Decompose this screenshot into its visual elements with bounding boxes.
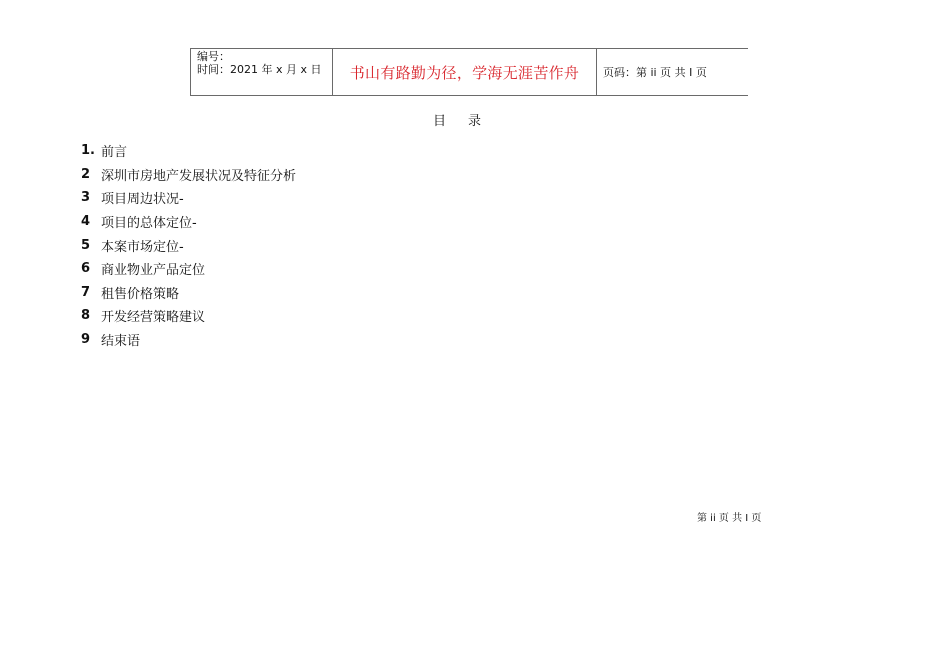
toc-item	[81, 210, 296, 234]
toc-item	[81, 139, 296, 163]
toc-item-number: 6	[81, 261, 91, 277]
toc-item-label: 商业物业产品定位	[101, 263, 206, 279]
toc-item	[81, 233, 296, 257]
header-meta-cell	[191, 49, 333, 95]
header-page-cell	[597, 49, 748, 95]
toc-item-label: 前言	[101, 145, 128, 161]
header-motto-cell	[333, 49, 597, 95]
toc-item-number: 7	[81, 284, 91, 300]
page-footer	[697, 509, 761, 524]
document-header	[190, 48, 748, 96]
toc-item-number: 8	[81, 308, 91, 324]
toc-item-label: 结束语	[101, 334, 141, 350]
toc-item-label: 租售价格策略	[101, 286, 180, 302]
time-label: 时间：2021 年 x 月 x 日	[197, 63, 322, 76]
toc-item-number: 1.	[81, 143, 95, 159]
toc-item-number: 4	[81, 214, 91, 230]
toc-item-label: 项目周边状况-	[101, 192, 184, 208]
motto-text: 书山有路勤为径，学海无涯苦作舟	[349, 63, 580, 82]
code-label: 编号：	[197, 50, 230, 63]
table-of-contents	[81, 139, 296, 351]
toc-item	[81, 281, 296, 305]
toc-item-label: 开发经营策略建议	[101, 310, 206, 326]
toc-title: 目录	[432, 114, 503, 129]
toc-item	[81, 257, 296, 281]
page-code: 页码：第 ii 页 共 I 页	[603, 66, 707, 79]
toc-item-number: 9	[81, 332, 91, 348]
toc-item	[81, 186, 296, 210]
footer-page-info: 第 ii 页 共 I 页	[697, 513, 762, 524]
toc-item-label: 本案市场定位-	[101, 239, 184, 255]
toc-item-number: 3	[81, 190, 91, 206]
toc-item-label: 项目的总体定位-	[101, 216, 197, 232]
toc-item	[81, 163, 296, 187]
toc-item-number: 5	[81, 237, 91, 253]
toc-item-label: 深圳市房地产发展状况及特征分析	[101, 168, 297, 184]
toc-item-number: 2	[81, 166, 91, 182]
toc-item	[81, 304, 296, 328]
toc-item	[81, 328, 296, 352]
